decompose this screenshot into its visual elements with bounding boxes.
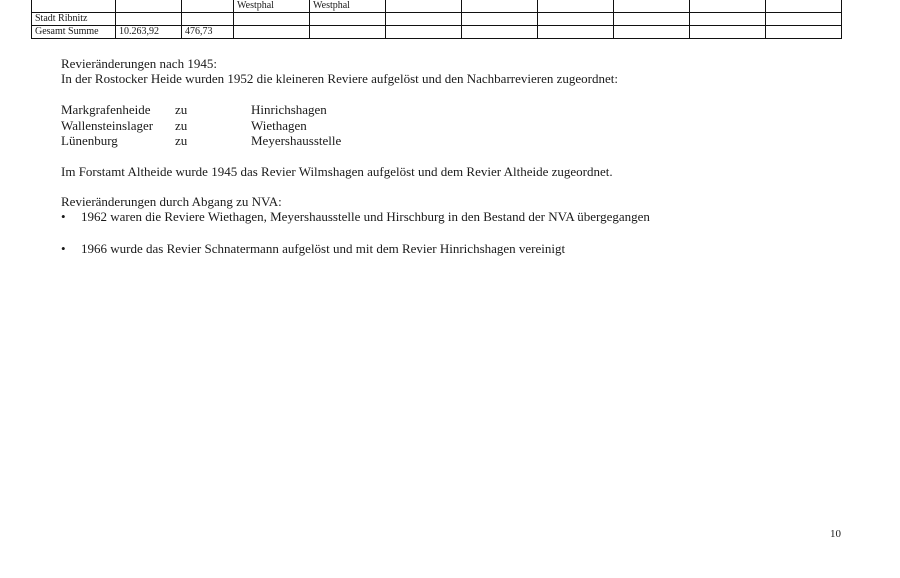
section-paragraph: In der Rostocker Heide wurden 1952 die kleineren Reviere aufgelöst und den Nachbarrevieren zugeordnet: xyxy=(61,71,618,86)
bullet-icon: • xyxy=(61,241,66,256)
table-cell xyxy=(690,26,766,39)
table-cell xyxy=(310,13,386,26)
table-cell xyxy=(116,0,182,13)
zu-word: zu xyxy=(175,133,188,148)
page-number: 10 xyxy=(830,528,841,540)
table-cell xyxy=(116,13,182,26)
table-cell xyxy=(690,0,766,13)
new-revier: Meyershausstelle xyxy=(251,133,342,148)
old-revier: Wallensteinslager xyxy=(61,117,154,133)
table-cell xyxy=(462,13,538,26)
table-cell xyxy=(538,13,614,26)
table-cell xyxy=(538,26,614,39)
old-revier: Lünenburg xyxy=(61,133,118,148)
table-cell: 10.263,92 xyxy=(116,26,182,39)
table-cell xyxy=(614,26,690,39)
revier-table xyxy=(31,0,842,39)
table-cell xyxy=(386,26,462,39)
table-cell xyxy=(766,26,842,39)
forstamt-note: Im Forstamt Altheide wurde 1945 das Revier Wilmshagen aufgelöst und dem Revier Altheide zugeordnet. xyxy=(61,164,613,179)
table-cell xyxy=(234,13,310,26)
table-row xyxy=(32,13,842,26)
table-cell xyxy=(182,13,234,26)
table-cell: Westphal xyxy=(310,0,386,13)
table-cell xyxy=(614,0,690,13)
table-row xyxy=(32,0,842,13)
table-cell xyxy=(766,13,842,26)
table-cell xyxy=(538,0,614,13)
table-cell xyxy=(182,0,234,13)
list-item-text: 1966 wurde das Revier Schnatermann aufgelöst und mit dem Revier Hinrichshagen vereinigt xyxy=(81,241,566,256)
table-cell xyxy=(310,26,386,39)
table-cell: Westphal xyxy=(234,0,310,13)
table-cell xyxy=(462,0,538,13)
table-cell xyxy=(614,13,690,26)
table-cell: Stadt Ribnitz xyxy=(32,13,116,26)
bullet-icon: • xyxy=(61,209,66,224)
table-cell xyxy=(690,13,766,26)
table-cell xyxy=(462,26,538,39)
table-cell xyxy=(32,0,116,13)
list-item-text: 1962 waren die Reviere Wiethagen, Meyershausstelle und Hirschburg in den Bestand der NVA übergegangen xyxy=(81,209,650,224)
new-revier: Hinrichshagen xyxy=(251,102,327,117)
zu-word: zu xyxy=(175,102,188,117)
table-cell: 476,73 xyxy=(182,26,234,39)
old-revier: Markgrafenheide xyxy=(61,102,151,117)
nva-heading: Revieränderungen durch Abgang zu NVA: xyxy=(61,194,282,209)
zu-word: zu xyxy=(175,117,188,133)
section-heading: Revieränderungen nach 1945: xyxy=(61,56,217,71)
table-cell xyxy=(234,26,310,39)
table-cell: Gesamt Summe xyxy=(32,26,116,39)
new-revier: Wiethagen xyxy=(251,117,307,133)
table-cell xyxy=(386,13,462,26)
table-row xyxy=(32,26,842,39)
table-cell xyxy=(766,0,842,13)
table-cell xyxy=(386,0,462,13)
